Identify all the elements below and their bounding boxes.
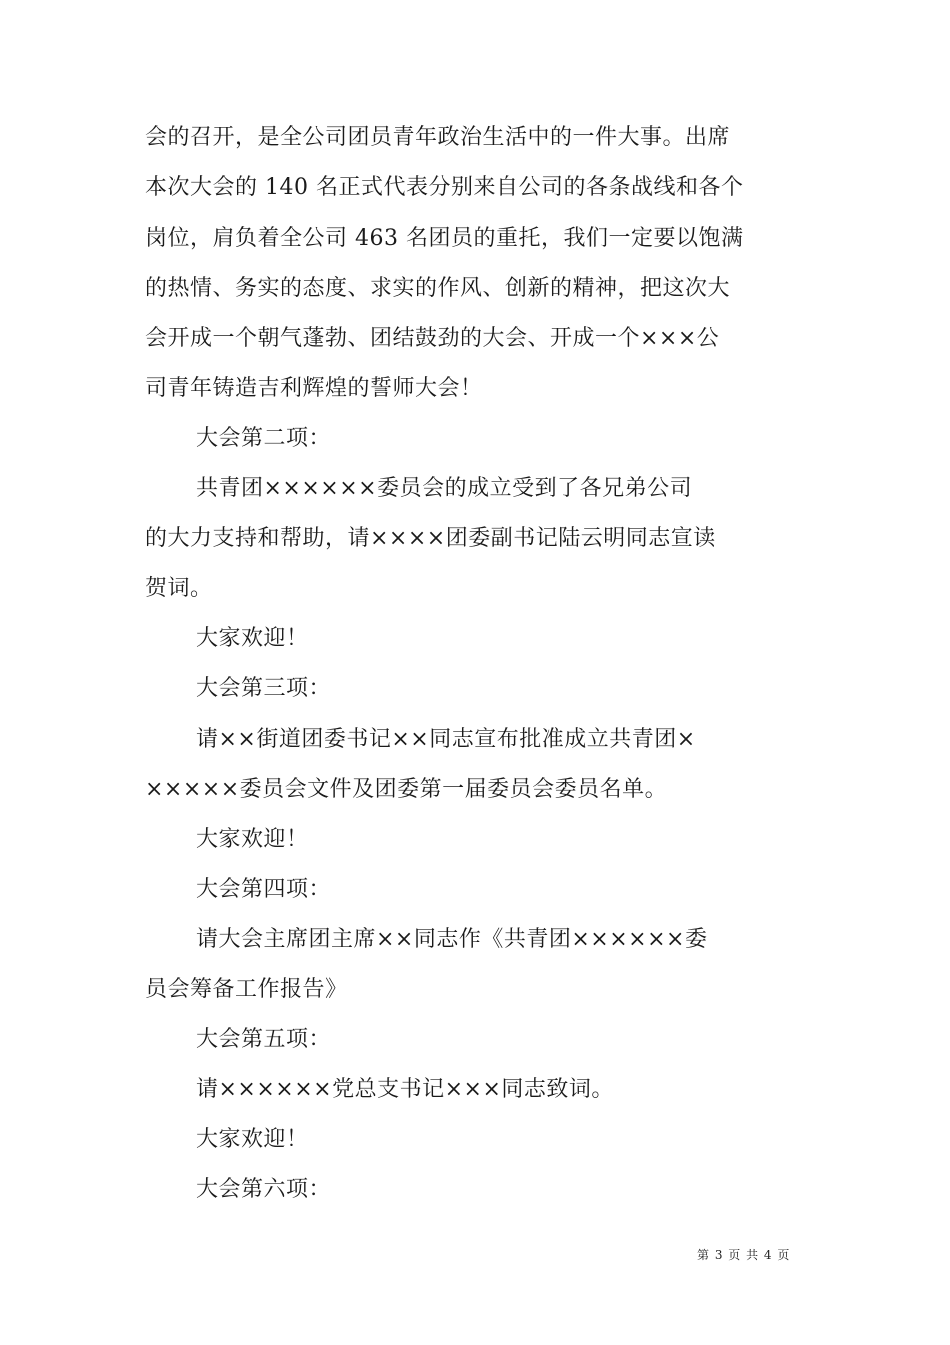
body-line: 会的召开，是全公司团员青年政治生活中的一件大事。出席 (145, 125, 731, 150)
body-line: 司青年铸造吉利辉煌的誓师大会！ (145, 376, 483, 401)
applause-line: 大家欢迎！ (196, 626, 309, 651)
body-line: 员会筹备工作报告》 (145, 977, 348, 1002)
page-number: 第 3 页 共 4 页 (697, 1248, 791, 1262)
section-heading: 大会第三项： (196, 676, 332, 701)
section-heading: 大会第六项： (196, 1177, 332, 1202)
body-line: ×××××委员会文件及团委第一届委员会委员名单。 (145, 777, 668, 802)
body-line: 请大会主席团主席××同志作《共青团××××××委 (196, 927, 708, 952)
body-line: 的大力支持和帮助，请××××团委副书记陆云明同志宣读 (145, 526, 716, 551)
body-line: 会开成一个朝气蓬勃、团结鼓劲的大会、开成一个×××公 (145, 326, 720, 351)
section-heading: 大会第四项： (196, 877, 332, 902)
applause-line: 大家欢迎！ (196, 827, 309, 852)
body-line: 本次大会的 140 名正式代表分别来自公司的各条战线和各个 (145, 175, 744, 200)
applause-line: 大家欢迎！ (196, 1127, 309, 1152)
body-line: 共青团××××××委员会的成立受到了各兄弟公司 (196, 476, 693, 501)
body-line: 请××××××党总支书记×××同志致词。 (196, 1077, 614, 1102)
body-line: 贺词。 (145, 576, 213, 601)
body-line: 岗位，肩负着全公司 463 名团员的重托，我们一定要以饱满 (145, 226, 744, 251)
body-line: 请××街道团委书记××同志宣布批准成立共青团× (196, 727, 696, 752)
body-line: 的热情、务实的态度、求实的作风、创新的精神，把这次大 (145, 276, 731, 301)
section-heading: 大会第二项： (196, 426, 332, 451)
section-heading: 大会第五项： (196, 1027, 332, 1052)
